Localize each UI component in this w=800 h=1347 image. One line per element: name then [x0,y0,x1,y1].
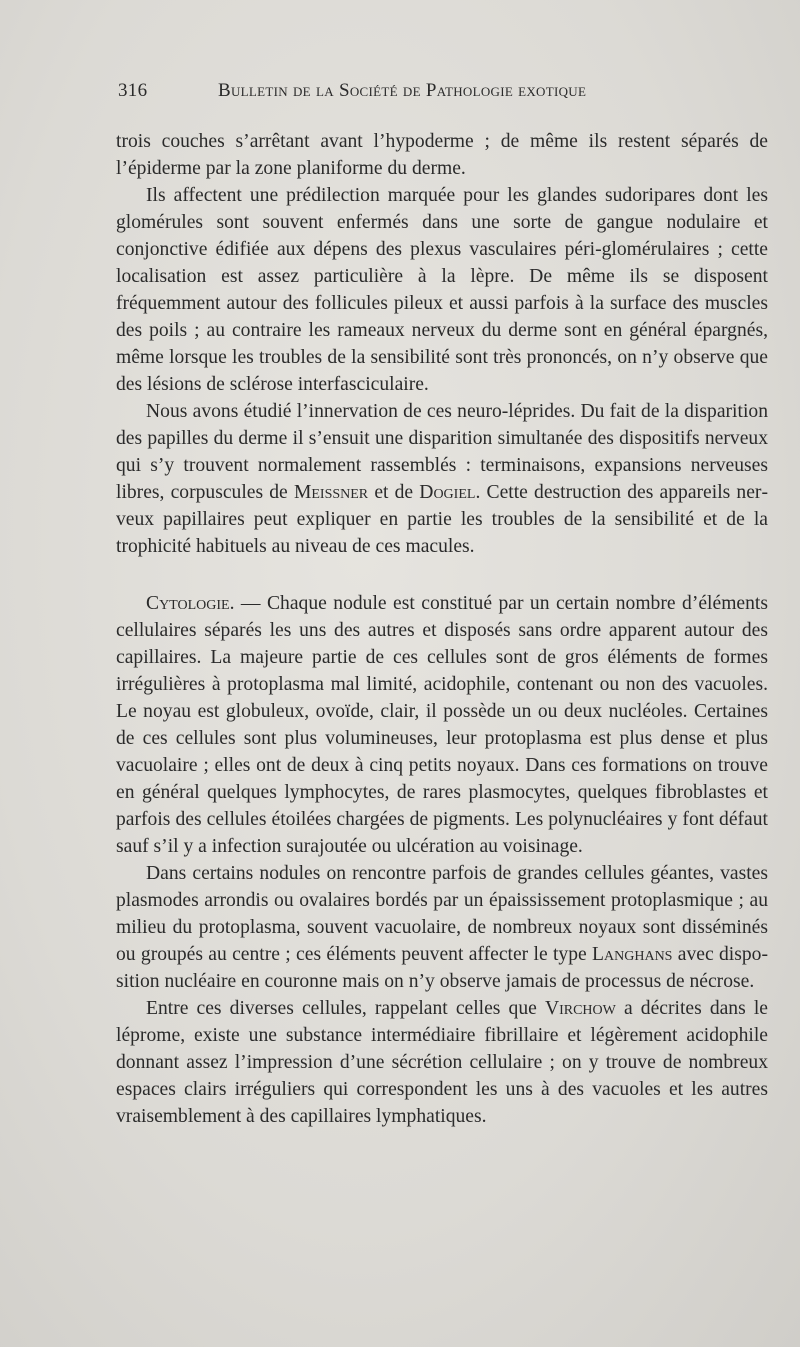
running-title: Bulletin de la Société de Pathologie exotique [218,80,587,101]
giant-cells-text-end: avec disposition nucléaire en couronne mais on n’y observe jamais de processus de nécrose. [116,944,769,992]
innervation-text-between: et de [368,482,420,503]
page-header [118,80,668,110]
paragraph-innervation [116,398,768,560]
innervation-text-end: . Cette destruction des appareils nerveux papillaires peut expliquer en partie les troubles de la sensibilité et de la trophicité habituels au niveau de ces macules. [116,482,768,557]
substance-text-start: Entre ces diverses cellules, rappelant celles que [146,998,545,1019]
author-name-dogiel: Dogiel [419,482,476,503]
substance-text-end: a décrites dans le léprome, existe une substance intermédiaire fibrillaire et légèrement acidophile donnant assez l’impression d’une sécrétion cellulaire ; on y trouve de nombreux espaces clairs irréguliers qui correspondent les uns à des vacuoles et les autres vraisemblement à des capillaires lymphatiques. [116,998,768,1127]
author-name-meissner: Meissner [293,482,369,503]
author-name-langhans: Langhans [592,944,673,965]
section-heading-cytology: Cytologie. [146,593,235,614]
author-name-virchow: Virchow [544,998,616,1019]
paragraph-sweat-glands: Ils affectent une prédilection marquée pour les glandes sudoripares dont les glomérules sont souvent enfermés dans une sorte de gangue nodulaire et conjonctive édifiée aux dépens des plexus vasculaires péri-glomérulaires ; cette localisation est assez particulière à la lèpre. De même ils se disposent fréquemment autour des follicules pileux et aussi parfois à la surface des muscles des poils ; au contraire les rameaux nerveux du derme sont en général épargnés, même lorsque les troubles de la sensibilité sont très prononcés, on n’y observe que des lésions de sclérose interfasciculaire. [116,185,768,395]
page-number: 316 [118,80,148,101]
giant-cells-text-start: Dans certains nodules on rencontre parfois de grandes cellules géantes, vastes plasmodes arrondis ou ovalaires bordés par un épaississement protoplasmique ; au milieu du protoplasma, souvent vacuolaire, de nombreux noyaux sont disséminés ou groupés au centre ; ces éléments peuvent affecter le type [116,863,768,965]
paragraph-giant-cells [116,860,768,995]
paragraph-cytology [116,590,768,860]
paragraph-intermediate-substance [116,995,768,1130]
body-text [116,128,768,1130]
paragraph-continuation: trois couches s’arrêtant avant l’hypoderme ; de même ils restent séparés de l’épiderme par la zone planiforme du derme. [116,131,768,179]
innervation-text-start: Nous avons étudié l’innervation de ces neuro-léprides. Du fait de la disparition des papilles du derme il s’ensuit une disparition simultanée des dispositifs nerveux qui s’y trouvent normalement rassemblés : terminaisons, expansions nerveuses libres, corpuscules de [116,401,768,503]
cytology-text: — Chaque nodule est constitué par un certain nombre d’éléments cellulaires séparés les uns des autres et disposés sans ordre apparent autour des capillaires. La majeure partie de ces cellules sont de gros éléments de formes irrégulières à protoplasma mal limité, acidophile, contenant ou non des vacuoles. Le noyau est globuleux, ovoïde, clair, il possède un ou deux nucléoles. Certaines de ces cellules sont plus volumineuses, leur protoplasma est plus dense et plus vacuolaire ; elles ont de deux à cinq petits noyaux. Dans ces formations on trouve en général quelques lymphocytes, de rares plasmocytes, quelques fibroblastes et parfois des cellules étoilées chargées de pigments. Les polynucléaires y font défaut sauf s’il y a infection surajoutée ou ulcération au voisinage. [116,593,768,857]
